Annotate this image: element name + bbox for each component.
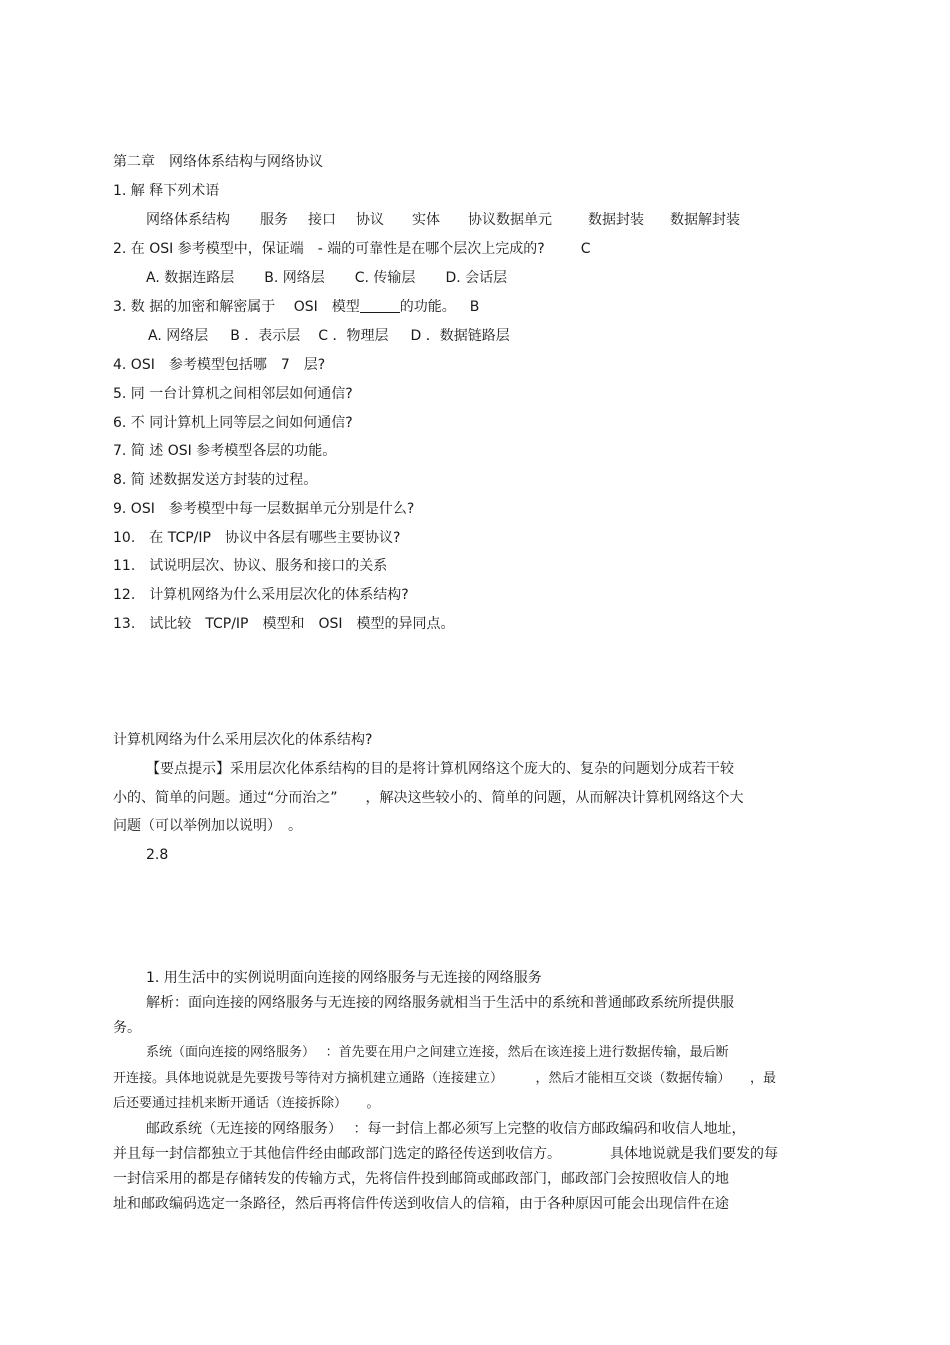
- question-9: 9. OSI 参考模型中每一层数据单元分别是什么?: [113, 501, 415, 517]
- option: B ．表示层: [230, 328, 301, 344]
- question-7: 7. 简 述 OSI 参考模型各层的功能。: [113, 443, 337, 459]
- question-3-text: 3. 数 据的加密和解密属于 OSI 模型: [113, 299, 360, 315]
- question-1-terms: [146, 210, 740, 230]
- term: 网络体系结构: [146, 212, 230, 228]
- term: 协议数据单元: [468, 212, 552, 228]
- fill-in-blank: [360, 298, 400, 313]
- question-13: 13. 试比较 TCP/IP 模型和 OSI 模型的异同点。: [113, 616, 455, 632]
- question-5: 5. 同 一台计算机之间相邻层如何通信?: [113, 386, 353, 402]
- option: C. 传输层: [354, 270, 416, 286]
- question-2: [113, 239, 590, 259]
- question-3-text-end: 的功能。: [399, 299, 456, 315]
- question-2-text: 2. 在 OSI 参考模型中，保证端 - 端的可靠性是在哪个层次上完成的?: [113, 241, 545, 257]
- answer-paragraph: 址和邮政编码选定一条路径，然后再将信件传送到收信人的信箱，由于各种原因可能会出现信件在途: [113, 1196, 729, 1212]
- answer-paragraph: 问题（可以举例加以说明） 。: [113, 818, 302, 834]
- term: 数据封装: [588, 212, 644, 228]
- term: 数据解封装: [670, 212, 740, 228]
- answer-paragraph: 一封信采用的都是存储转发的传输方式，先将信件投到邮筒或邮政部门，邮政部门会按照收信人的地: [113, 1171, 729, 1187]
- question-3-answer: B: [469, 299, 480, 315]
- answer-paragraph: 务。: [113, 1020, 141, 1036]
- section-number: 2.8: [146, 847, 169, 863]
- term: 实体: [412, 212, 440, 228]
- chapter-title: 第二章 网络体系结构与网络协议: [113, 154, 323, 170]
- question-3-options: [148, 326, 510, 346]
- option: A. 网络层: [148, 328, 209, 344]
- question-11: 11. 试说明层次、协议、服务和接口的关系: [113, 558, 388, 574]
- term: 协议: [356, 212, 384, 228]
- answer-paragraph: 并且每一封信都独立于其他信件经由邮政部门选定的路径传送到收信方。 具体地说就是我们要发的每: [113, 1146, 778, 1162]
- term: 接口: [308, 212, 336, 228]
- question-2-options: [146, 268, 507, 288]
- answer-heading: 计算机网络为什么采用层次化的体系结构?: [113, 732, 373, 748]
- answer-paragraph: 小的、简单的问题。通过“分而治之” ，解决这些较小的、简单的问题，从而解决计算机网络这个大: [113, 790, 744, 806]
- option: D ．数据链路层: [410, 328, 510, 344]
- answer-paragraph: 解析：面向连接的网络服务与无连接的网络服务就相当于生活中的系统和普通邮政系统所提供服: [146, 995, 734, 1011]
- question-12: 12. 计算机网络为什么采用层次化的体系结构?: [113, 587, 409, 603]
- question-3: [113, 297, 479, 317]
- option: A. 数据连路层: [146, 270, 235, 286]
- question-1: 1. 解 释下列术语: [113, 183, 220, 199]
- answer-paragraph: 【要点提示】采用层次化体系结构的目的是将计算机网络这个庞大的、复杂的问题划分成若干较: [146, 761, 734, 777]
- option: D. 会话层: [445, 270, 508, 286]
- question-6: 6. 不 同计算机上同等层之间如何通信?: [113, 415, 353, 431]
- answer-paragraph: 后还要通过挂机来断开通话（连接拆除） 。: [113, 1096, 380, 1111]
- answer-paragraph: 邮政系统（无连接的网络服务） ：每一封信上都必须写上完整的收信方邮政编码和收信人地址，: [146, 1121, 746, 1137]
- option: C ．物理层: [318, 328, 389, 344]
- answer-paragraph: 系统（面向连接的网络服务） ：首先要在用户之间建立连接，然后在该连接上进行数据传输，最后断: [146, 1045, 729, 1060]
- question-8: 8. 简 述数据发送方封装的过程。: [113, 472, 318, 488]
- answer-heading: 1. 用生活中的实例说明面向连接的网络服务与无连接的网络服务: [146, 970, 542, 986]
- question-4: 4. OSI 参考模型包括哪 7 层?: [113, 357, 326, 373]
- term: 服务: [260, 212, 288, 228]
- option: B. 网络层: [264, 270, 325, 286]
- question-10: 10. 在 TCP/IP 协议中各层有哪些主要协议?: [113, 530, 401, 546]
- question-2-answer: C: [580, 241, 591, 257]
- answer-paragraph: 开连接。具体地说就是先要拨号等待对方摘机建立通路（连接建立） ，然后才能相互交谈（数据传输） ，最: [113, 1071, 777, 1086]
